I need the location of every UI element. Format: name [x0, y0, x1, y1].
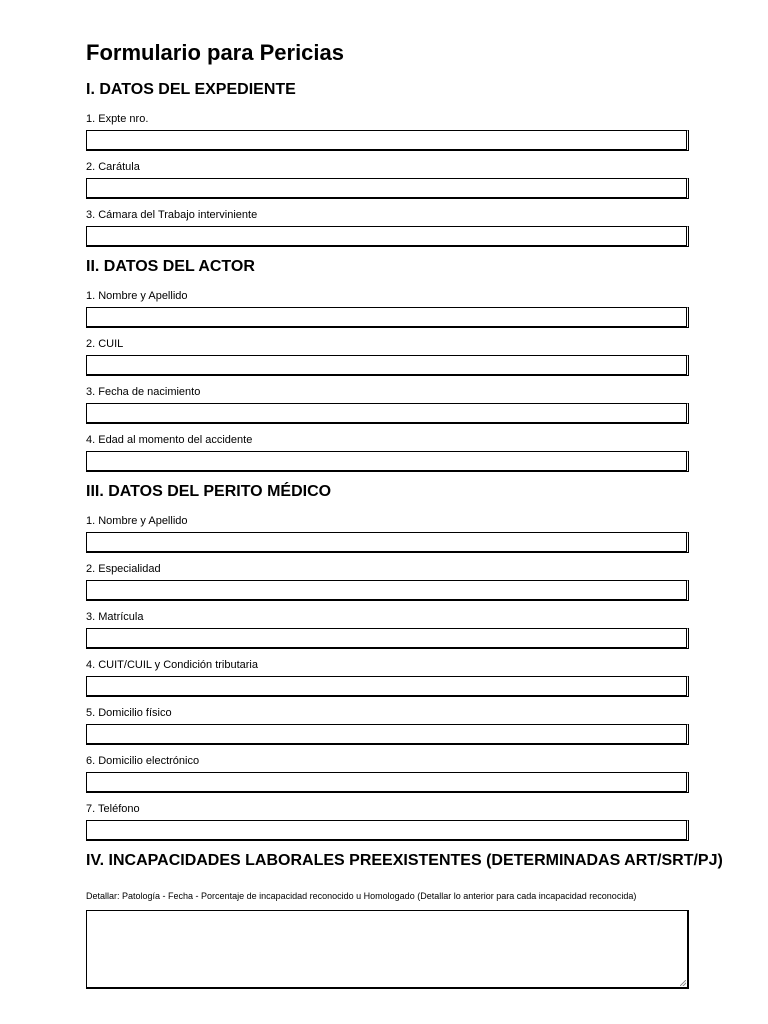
actor-fecha-nacimiento-input[interactable]: [86, 403, 689, 424]
field-actor-fecha-nacimiento: [86, 386, 726, 424]
form-title: Formulario para Pericias: [86, 40, 344, 65]
section-expediente: [86, 80, 726, 247]
field-actor-edad: [86, 434, 726, 472]
field-label: 4. CUIT/CUIL y Condición tributaria: [86, 659, 258, 671]
section-perito: [86, 482, 726, 841]
perito-telefono-input[interactable]: [86, 820, 689, 841]
actor-edad-input[interactable]: [86, 451, 689, 472]
field-label: 2. CUIL: [86, 338, 124, 350]
section-actor: [86, 257, 726, 472]
field-label: 2. Especialidad: [86, 563, 161, 575]
field-label: 1. Expte nro.: [86, 113, 149, 125]
field-perito-domicilio-electronico: [86, 755, 726, 793]
expte-nro-input[interactable]: [86, 130, 689, 151]
section-title-expediente: I. DATOS DEL EXPEDIENTE: [86, 81, 296, 98]
field-perito-especialidad: [86, 563, 726, 601]
form-page: [86, 38, 726, 989]
actor-cuil-input[interactable]: [86, 355, 689, 376]
field-label: 6. Domicilio electrónico: [86, 755, 200, 767]
incapacidades-textarea[interactable]: [86, 910, 689, 989]
field-perito-telefono: [86, 803, 726, 841]
caratula-input[interactable]: [86, 178, 689, 199]
field-perito-matricula: [86, 611, 726, 649]
perito-cuit-input[interactable]: [86, 676, 689, 697]
field-actor-nombre: [86, 290, 726, 328]
field-label: 1. Nombre y Apellido: [86, 290, 188, 302]
incapacidades-hint: Detallar: Patología - Fecha - Porcentaje de incapacidad reconocido u Homologado (Detallar lo anterior para cada incapacidad reconocida): [86, 891, 637, 901]
field-perito-nombre: [86, 515, 726, 553]
perito-matricula-input[interactable]: [86, 628, 689, 649]
field-label: 1. Nombre y Apellido: [86, 515, 188, 527]
section-title-actor: II. DATOS DEL ACTOR: [86, 258, 255, 275]
field-actor-cuil: [86, 338, 726, 376]
field-camara: [86, 209, 726, 247]
field-label: 3. Fecha de nacimiento: [86, 386, 201, 398]
field-perito-cuit: [86, 659, 726, 697]
field-label: 3. Matrícula: [86, 611, 144, 623]
field-label: 5. Domicilio físico: [86, 707, 172, 719]
actor-nombre-input[interactable]: [86, 307, 689, 328]
field-perito-domicilio-fisico: [86, 707, 726, 745]
field-label: 4. Edad al momento del accidente: [86, 434, 253, 446]
section-title-perito: III. DATOS DEL PERITO MÉDICO: [86, 483, 332, 500]
perito-especialidad-input[interactable]: [86, 580, 689, 601]
section-incapacidades: [86, 851, 726, 989]
section-title-incapacidades: IV. INCAPACIDADES LABORALES PREEXISTENTES (DETERMINADAS ART/SRT/PJ): [86, 852, 723, 869]
camara-input[interactable]: [86, 226, 689, 247]
perito-domicilio-electronico-input[interactable]: [86, 772, 689, 793]
field-label: 3. Cámara del Trabajo interviniente: [86, 209, 258, 221]
field-expte-nro: [86, 113, 726, 151]
field-label: 2. Carátula: [86, 161, 140, 173]
perito-domicilio-fisico-input[interactable]: [86, 724, 689, 745]
field-caratula: [86, 161, 726, 199]
field-label: 7. Teléfono: [86, 803, 140, 815]
perito-nombre-input[interactable]: [86, 532, 689, 553]
resize-grip-icon[interactable]: [680, 980, 686, 986]
